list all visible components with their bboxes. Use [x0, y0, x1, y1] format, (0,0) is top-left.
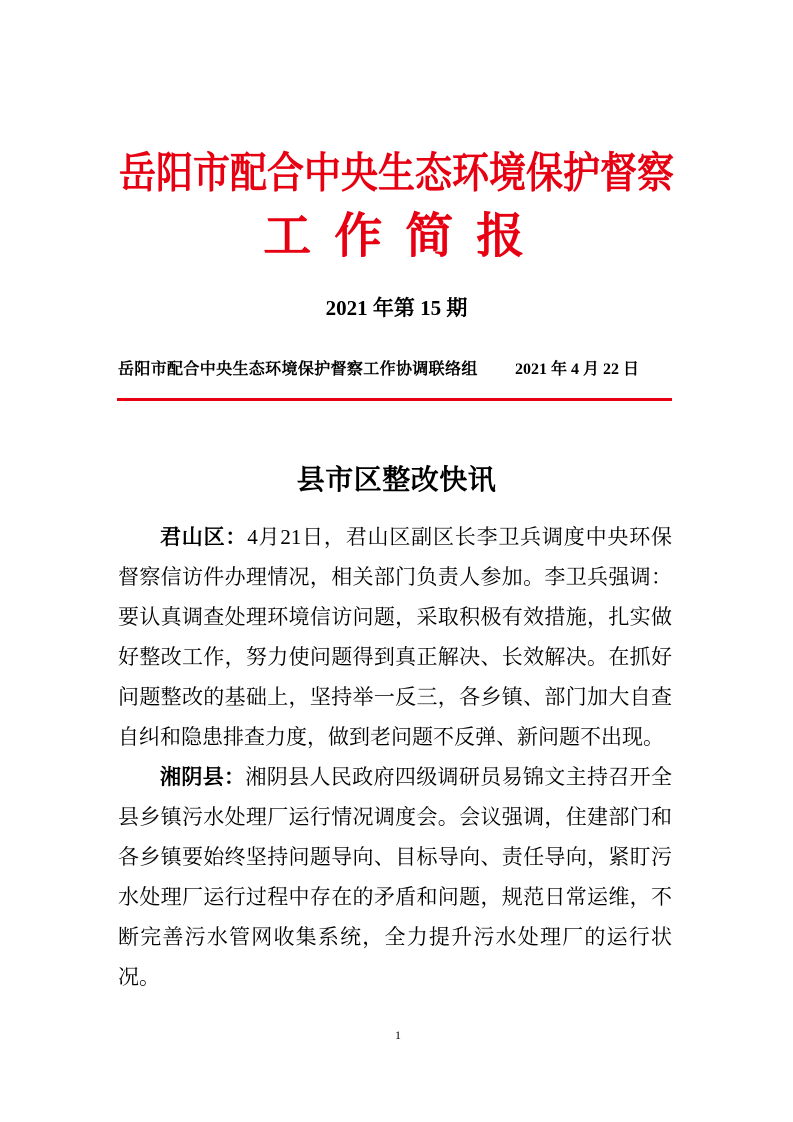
- paragraph-line: 好整改工作，努力使问题得到真正解决、长效解决。在抓好: [118, 645, 672, 669]
- paragraph-line: 问题整改的基础上，坚持举一反三，各乡镇、部门加大自查: [118, 685, 672, 709]
- article-body: [118, 517, 672, 997]
- paragraph-line: 各乡镇要始终坚持问题导向、目标导向、责任导向，紧盯污: [118, 845, 672, 869]
- paragraph-line: 县乡镇污水处理厂运行情况调度会。会议强调，住建部门和: [118, 805, 672, 829]
- paragraph-label: 湘阴县：: [160, 766, 246, 789]
- paragraph-line: 要认真调查处理环境信访问题，采取积极有效措施，扎实做: [118, 605, 672, 629]
- paragraph-line: [118, 757, 672, 797]
- paragraph-junshan: [118, 517, 672, 757]
- issue-number: 2021 年第 15 期: [325, 296, 468, 320]
- line-text: 4月21日，君山区副区长李卫兵调度中央环保: [247, 525, 672, 549]
- paragraph-line: 水处理厂运行过程中存在的矛盾和问题，规范日常运维，不: [118, 885, 672, 909]
- issuing-organization: 岳阳市配合中央生态环境保护督察工作协调联络组: [118, 361, 478, 378]
- paragraph-line: 断完善污水管网收集系统，全力提升污水处理厂的运行状: [118, 925, 672, 949]
- bulletin-title-line1: 岳阳市配合中央生态环境保护督察: [119, 150, 674, 198]
- paragraph-line: 督察信访件办理情况，相关部门负责人参加。李卫兵强调：: [118, 565, 672, 589]
- paragraph-line: [118, 517, 672, 557]
- red-divider: [117, 398, 672, 401]
- issue-date: 2021 年 4 月 22 日: [515, 361, 640, 378]
- line-text: 湘阴县人民政府四级调研员易锦文主持召开全: [245, 765, 672, 789]
- paragraph-line: 自纠和隐患排查力度，做到老问题不反弹、新问题不出现。: [118, 725, 664, 749]
- paragraph-label: 君山区：: [160, 526, 248, 549]
- page-number: 1: [395, 1028, 401, 1042]
- bulletin-title-line2: 工 作 简 报: [263, 210, 530, 263]
- section-title: 县市区整改快讯: [296, 465, 497, 496]
- paragraph-xiangyin: [118, 757, 672, 997]
- paragraph-line: 况。: [118, 965, 160, 989]
